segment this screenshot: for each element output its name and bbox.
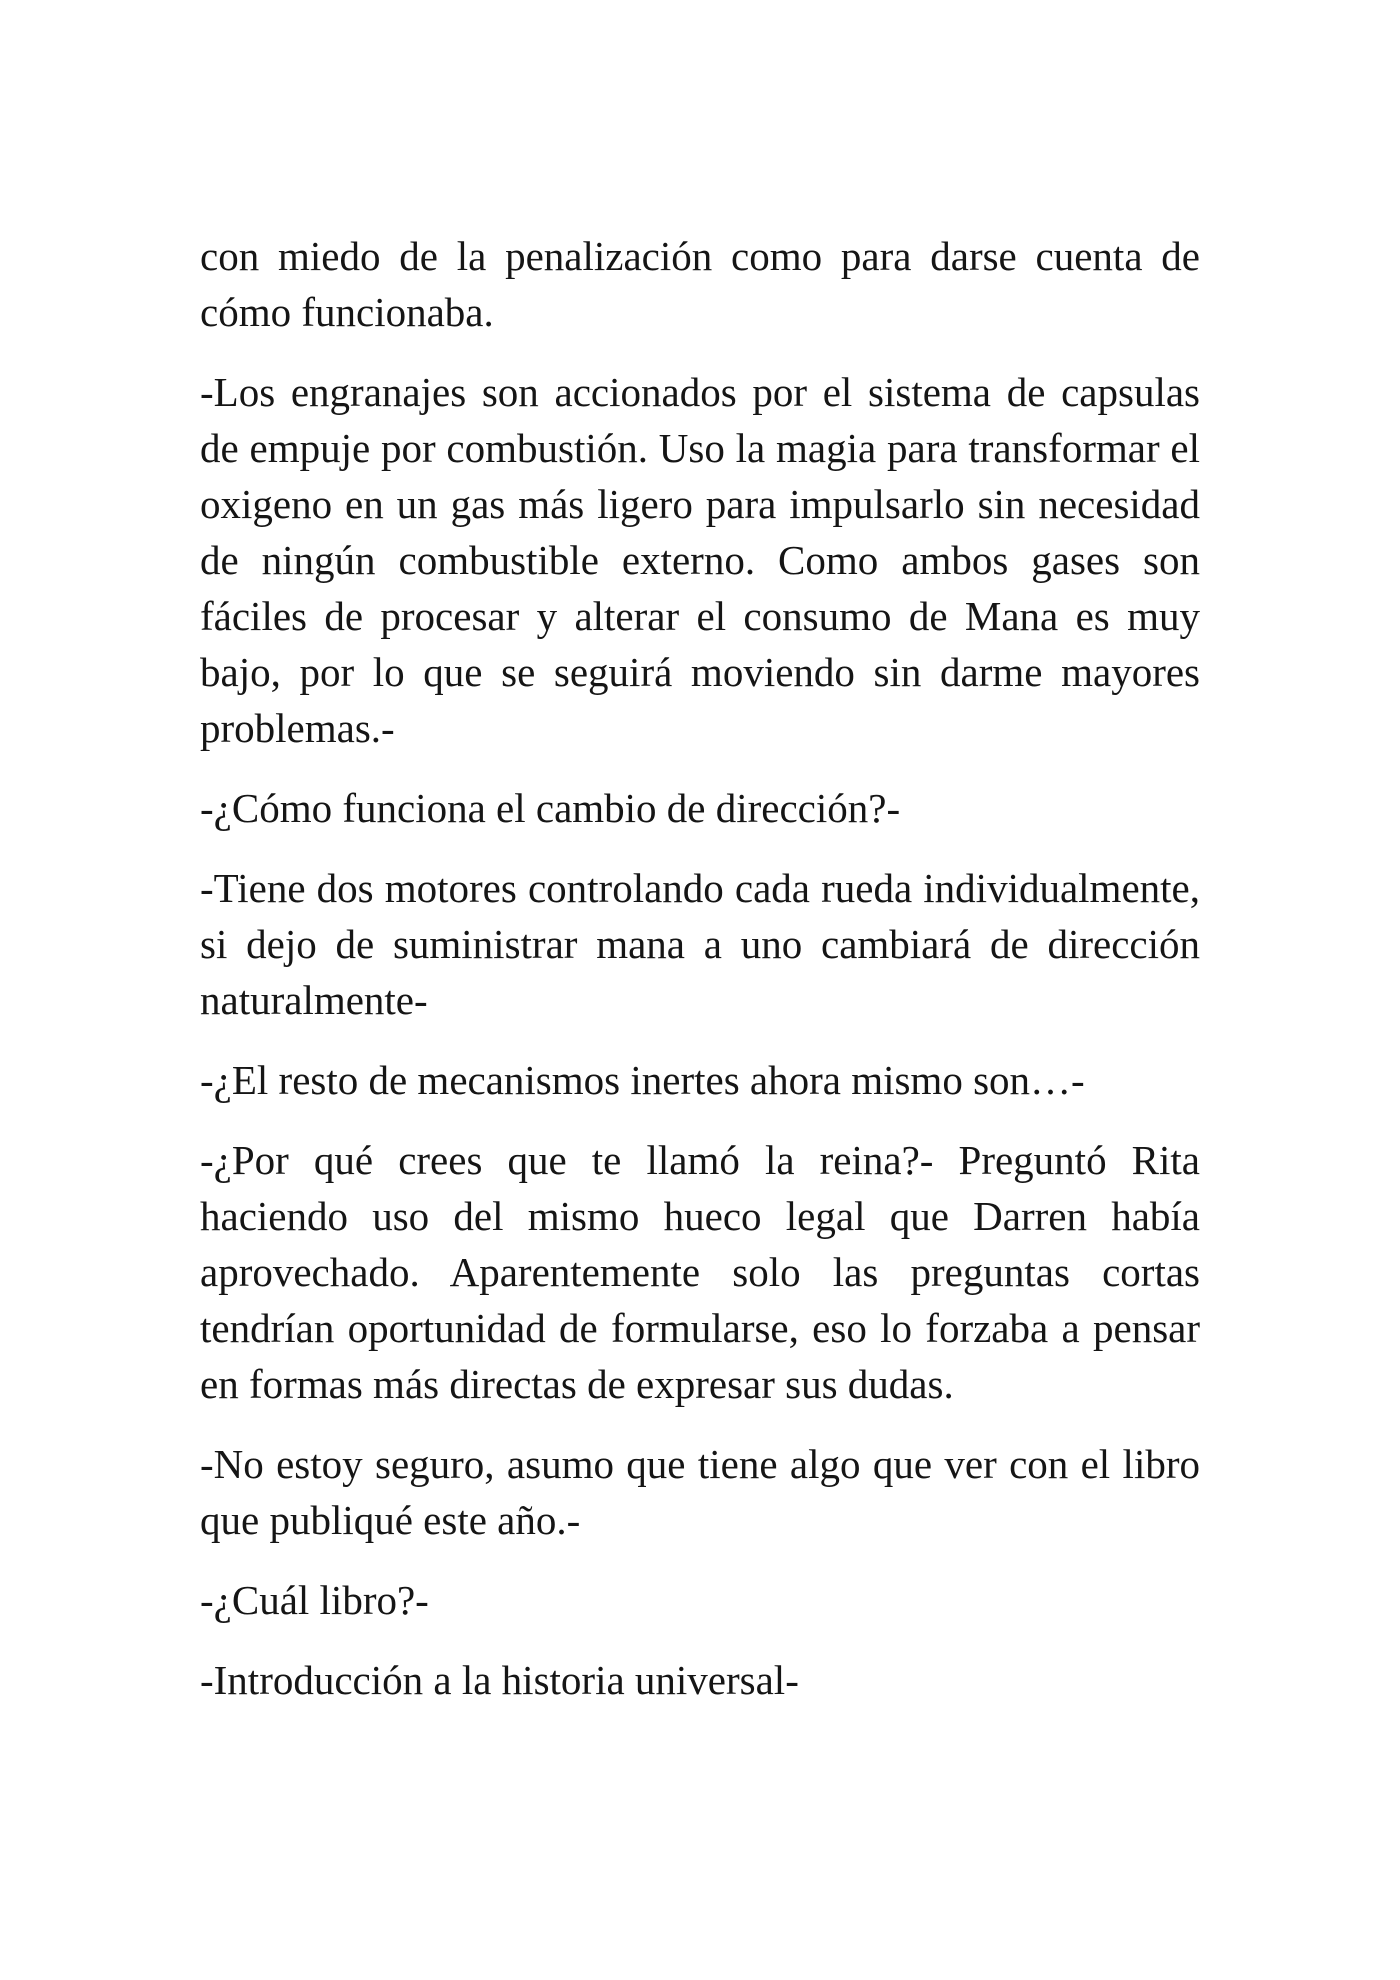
document-body — [200, 228, 1200, 1732]
paragraph-6: -¿Por qué crees que te llamó la reina?- Preguntó Rita haciendo uso del mismo hueco legal que Darren había aprovechado. Aparentemente solo las preguntas cortas tendrían oportunidad de formularse, eso lo forzaba a pensar en formas más directas de expresar sus dudas. — [200, 1137, 1200, 1407]
paragraph-4: -Tiene dos motores controlando cada rueda individualmente, si dejo de suministrar mana a uno cambiará de dirección naturalmente- — [200, 865, 1200, 1023]
paragraph-8: -¿Cuál libro?- — [200, 1577, 429, 1623]
paragraph-9: -Introducción a la historia universal- — [200, 1657, 799, 1703]
paragraph-3: -¿Cómo funciona el cambio de dirección?- — [200, 785, 901, 831]
paragraph-7: -No estoy seguro, asumo que tiene algo que ver con el libro que publiqué este año.- — [200, 1441, 1200, 1543]
paragraph-1: con miedo de la penalización como para darse cuenta de cómo funcionaba. — [200, 233, 1200, 335]
paragraph-5: -¿El resto de mecanismos inertes ahora mismo son…- — [200, 1057, 1085, 1103]
paragraph-2: -Los engranajes son accionados por el sistema de capsulas de empuje por combustión. Uso la magia para transformar el oxigeno en un gas más ligero para impulsarlo sin necesidad de ningún combustible externo. Como ambos gases son fáciles de procesar y alterar el consumo de Mana es muy bajo, por lo que se seguirá moviendo sin darme mayores problemas.- — [200, 369, 1200, 751]
